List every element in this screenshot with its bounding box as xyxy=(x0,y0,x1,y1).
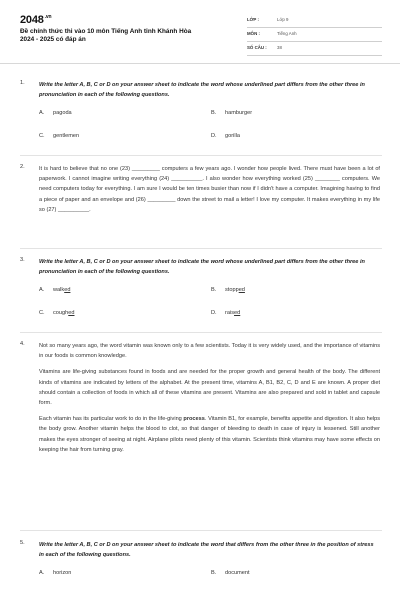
highlighted-word: process xyxy=(183,416,205,423)
title-line-1: Đề chính thức thi vào 10 môn Tiếng Anh tỉnh Khánh Hòa xyxy=(20,28,192,35)
option-b[interactable] xyxy=(211,110,252,116)
cloze-passage: It is hard to believe that no one (23) _________ computers a few years ago. I wonder how people lived. There must have been a lot of paperwork. I cannot imagine writing everything (24) __________. I also wonder how everything worked (25) ________ computers. We need computers today for everything. I am sure I would be ten times busier than now if I didn't have a computer. Imagining having to find a piece of paper and an envelope and (26) _________ down the street to mail a letter! I love my computer. It makes everything in my life so (27) __________. xyxy=(39,166,380,213)
meta-label: SỐ CÂU : xyxy=(247,45,267,50)
question-number: 2. xyxy=(20,164,25,170)
option-letter: B. xyxy=(211,110,217,117)
site-logo[interactable] xyxy=(20,14,51,26)
underlined-part: ed xyxy=(68,310,75,317)
paragraph-text: Each vitamin has its particular work to do in the life-giving xyxy=(39,416,184,423)
question-instruction: Write the letter A, B, C or D on your answer sheet to indicate the word whose underlined part differs from the other three in pronunciation in each of the following questions. xyxy=(39,82,365,99)
option-a[interactable] xyxy=(39,110,72,116)
question-divider xyxy=(20,155,382,156)
option-a[interactable] xyxy=(39,570,71,576)
option-letter: A. xyxy=(39,110,45,117)
meta-value: Lớp 9 xyxy=(277,17,289,22)
option-text: stopp xyxy=(225,287,239,294)
option-letter: A. xyxy=(39,287,45,294)
answer-options xyxy=(39,110,380,146)
option-letter: A. xyxy=(39,570,45,577)
option-c[interactable] xyxy=(39,310,74,316)
question-number: 3. xyxy=(20,257,25,263)
meta-value: 38 xyxy=(277,45,282,50)
question-instruction: Write the letter A, B, C or D on your answer sheet to indicate the word whose underlined part differs from the other three in pronunciation in each of the following questions. xyxy=(39,259,365,276)
question-instruction: Write the letter A, B, C or D on your answer sheet to indicate the word that differs from the other three in the position of stress in each of the following questions. xyxy=(39,542,374,559)
question-number: 1. xyxy=(20,80,25,86)
underlined-part: ed xyxy=(238,287,245,294)
option-text: gentlemen xyxy=(53,133,80,140)
question-divider xyxy=(20,332,382,333)
meta-value: Tiếng Anh xyxy=(277,31,297,36)
meta-table xyxy=(247,14,382,56)
meta-row-count xyxy=(247,42,382,56)
question-divider xyxy=(20,530,382,531)
option-letter: D. xyxy=(211,133,217,140)
meta-label: LỚP : xyxy=(247,17,259,22)
meta-row-subject xyxy=(247,28,382,42)
option-letter: C. xyxy=(39,310,45,317)
option-letter: D. xyxy=(211,310,217,317)
underlined-part: ed xyxy=(234,310,241,317)
option-text: pagoda xyxy=(53,110,72,117)
option-b[interactable] xyxy=(211,287,245,293)
option-text: gorilla xyxy=(225,133,240,140)
option-d[interactable] xyxy=(211,133,240,139)
option-letter: C. xyxy=(39,133,45,140)
option-c[interactable] xyxy=(39,133,79,139)
option-text: horizon xyxy=(53,570,72,577)
reading-paragraph-2: Vitamins are life-giving substances found in foods and are needed for the proper growth and general health of the body. The different kinds of vitamins are indicated by letters of the alphabet. At the present time, vitamins A, B1, B2, C, D and E are known. A proper diet should contain a collection of foods in which all of these vitamins are present. Vitamins are also prepared and sold in tablet and capsule form. xyxy=(39,369,380,407)
question-divider xyxy=(20,248,382,249)
option-a[interactable] xyxy=(39,287,70,293)
logo-suffix: .vn xyxy=(44,14,52,21)
document-title xyxy=(20,28,250,45)
reading-paragraph-1: Not so many years ago, the word vitamin was known only to a few scientists. Today it is very widely used, and the importance of vitamins in our foods is common knowledge. xyxy=(39,343,380,360)
answer-options xyxy=(39,570,380,600)
title-line-2: 2024 - 2025 có đáp án xyxy=(20,36,86,44)
answer-options xyxy=(39,287,380,323)
meta-row-class xyxy=(247,14,382,28)
option-letter: B. xyxy=(211,287,217,294)
option-text: cough xyxy=(53,310,69,317)
header-divider xyxy=(0,63,400,64)
question-number: 5. xyxy=(20,540,25,546)
option-text: walk xyxy=(53,287,65,294)
question-number: 4. xyxy=(20,341,25,347)
option-text: hamburger xyxy=(225,110,253,117)
logo-text: 2048 xyxy=(20,14,44,26)
option-d[interactable] xyxy=(211,310,240,316)
page-header xyxy=(20,14,382,66)
underlined-part: ed xyxy=(64,287,71,294)
meta-label: MÔN : xyxy=(247,31,260,36)
reading-paragraph-3 xyxy=(39,414,380,455)
option-b[interactable] xyxy=(211,570,250,576)
option-text: document xyxy=(225,570,250,577)
option-letter: B. xyxy=(211,570,217,577)
paragraph-text: . Vitamin B1, for example, benefits appetite and digestion. It also helps the body grow. Another vitamin helps the blood to clot, so that danger of bleeding to death in case of injury is lessened. Still another makes the eyes stronger of seeing at night. Airplane pilots need plenty of this vitamin. Scientists think vitamins may have some effects on keeping the hair from turning gray. xyxy=(39,416,381,453)
option-text: rais xyxy=(225,310,235,317)
